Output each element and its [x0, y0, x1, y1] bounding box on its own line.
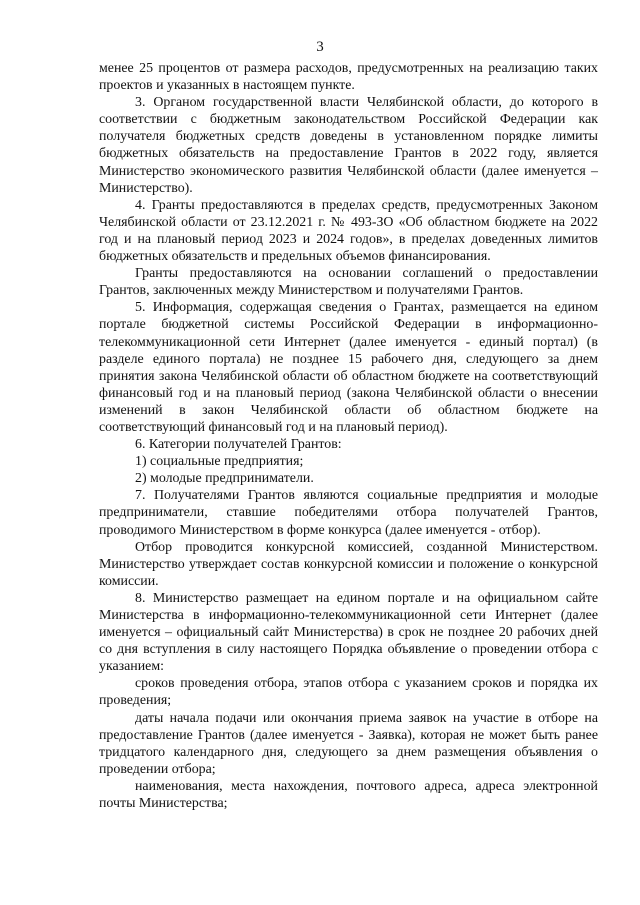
paragraph-selection-terms: сроков проведения отбора, этапов отбора с указанием сроков и порядка их проведения; — [99, 676, 598, 709]
paragraph-item-3: 3. Органом государственной власти Челябинской области, до которого в соответствии с бюджетным законодательством Российской Федерации как получателя бюджетных средств доведены в установленном порядке лимиты бюджетных обязательств на предоставление Грантов в 2022 году, является Министерство экономического развития Челябинской области (далее именуется – Министерство). — [99, 95, 598, 196]
paragraph-item-6: 6. Категории получателей Грантов: — [135, 437, 342, 453]
document-body — [99, 60, 598, 812]
list-item-social-enterprises: 1) социальные предприятия; — [135, 454, 304, 470]
paragraph-item-8: 8. Министерство размещает на едином портале и на официальном сайте Министерства в информационно-телекоммуникационной сети Интернет (далее именуется – официальный сайт Министерства) в срок не позднее 20 рабочих дней со дня вступления в силу настоящего Порядка объявление о проведении отбора с указанием: — [99, 590, 598, 675]
paragraph-ministry-contacts: наименования, места нахождения, почтового адреса, адреса электронной почты Министерства; — [99, 778, 598, 812]
paragraph-item-7: 7. Получателями Грантов являются социальные предприятия и молодые предприниматели, ставшие победителями отбора получателей Грантов, проводимого Министерством в форме конкурса (далее именуется - отбор). — [99, 488, 598, 538]
paragraph-item-5: 5. Информация, содержащая сведения о Грантах, размещается на едином портале бюджетной системы Российской Федерации в информационно-телекоммуникационной сети Интернет (далее именуется - единый портал) (в разделе единого портала) не позднее 15 рабочего дня, следующего за днем принятия закона Челябинской области об областном бюджете на соответствующий финансовый год и на плановый период (закона Челябинской области о внесении изменений в закон Челябинской области об областном бюджете на соответствующий финансовый год и на плановый период). — [99, 300, 598, 435]
paragraph-continuation: менее 25 процентов от размера расходов, предусмотренных на реализацию таких проектов и указанных в настоящем пункте. — [99, 61, 598, 94]
list-item-young-entrepreneurs: 2) молодые предприниматели. — [135, 471, 314, 487]
paragraph-application-dates: даты начала подачи или окончания приема заявок на участие в отборе на предоставление Грантов (далее именуется - Заявка), которая не может быть ранее тридцатого календарного дня, следующего за днем размещения объявления о проведении отбора; — [99, 710, 598, 777]
paragraph-grants-agreements: Гранты предоставляются на основании соглашений о предоставлении Грантов, заключенных между Министерством и получателями Грантов. — [99, 266, 598, 299]
paragraph-selection-commission: Отбор проводится конкурсной комиссией, созданной Министерством. Министерство утверждает состав конкурсной комиссии и положение о конкурсной комиссии. — [99, 539, 598, 589]
page-number: 3 — [316, 39, 324, 55]
paragraph-item-4: 4. Гранты предоставляются в пределах средств, предусмотренных Законом Челябинской области от 23.12.2021 г. № 493-ЗО «Об областном бюджете на 2022 год и на плановый период 2023 и 2024 годов», в пределах доведенных лимитов бюджетных обязательств и предельных объемов финансирования. — [99, 197, 598, 265]
